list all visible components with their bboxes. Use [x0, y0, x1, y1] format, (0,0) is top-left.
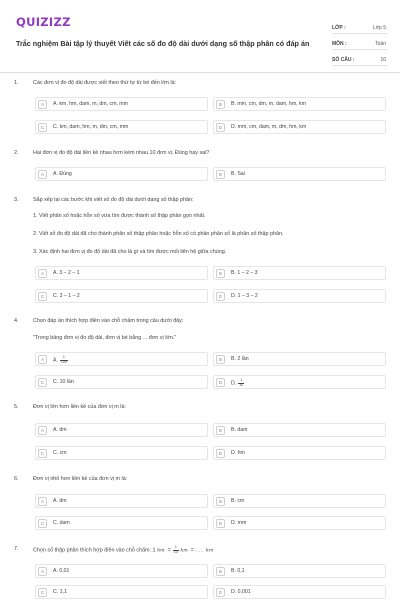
option-c[interactable]	[35, 446, 208, 460]
question-text: Đơn vị nhỏ hơn liền kề của đơn vị m là:	[33, 476, 128, 482]
option-c[interactable]	[35, 585, 208, 599]
option-text	[53, 356, 68, 365]
question-number: 3.	[14, 197, 19, 203]
math-dots: = . . .	[190, 547, 203, 554]
option-letter: A	[38, 269, 47, 278]
option-letter: C	[38, 123, 47, 132]
option-text: C. cm	[53, 450, 67, 456]
option-letter: B	[216, 170, 225, 179]
option-letter: D	[216, 519, 225, 528]
option-text: A. dm	[53, 427, 67, 433]
option-d[interactable]	[213, 289, 386, 303]
meta-label: SỐ CÂU :	[332, 57, 355, 63]
fraction	[173, 546, 179, 555]
option-letter: B	[216, 355, 225, 364]
option-text: C. dam	[53, 520, 70, 526]
option-letter: D	[216, 123, 225, 132]
option-label: D.	[231, 380, 237, 387]
quiz-header	[14, 10, 390, 68]
question-number: 6.	[14, 476, 19, 482]
header-divider	[0, 72, 400, 73]
math-equals: =	[167, 547, 171, 554]
meta-value: Toán	[375, 41, 386, 47]
option-b[interactable]	[213, 423, 386, 437]
meta-value: 10	[380, 57, 386, 63]
option-c[interactable]	[35, 289, 208, 303]
option-d[interactable]	[213, 585, 386, 599]
option-letter: B	[216, 426, 225, 435]
option-letter: D	[216, 449, 225, 458]
option-b[interactable]	[213, 352, 386, 366]
option-b[interactable]	[213, 97, 386, 111]
question-number: 1.	[14, 80, 19, 86]
meta-row-grade	[332, 22, 388, 34]
question-number: 7.	[14, 546, 19, 552]
option-text: C. 10 lần	[53, 379, 74, 385]
option-b[interactable]	[213, 167, 386, 181]
option-text: D. mm	[231, 520, 247, 526]
question-number: 4.	[14, 318, 19, 324]
question-line: 1. Viết phân số hoặc hỗn số vừa tìm được thành số thập phân gọn nhất.	[33, 213, 206, 219]
option-a[interactable]	[35, 266, 208, 280]
fraction	[60, 356, 68, 365]
meta-row-subject	[332, 38, 388, 50]
option-letter: A	[38, 170, 47, 179]
option-letter: A	[38, 355, 47, 364]
option-a[interactable]	[35, 352, 208, 366]
question-number: 2.	[14, 150, 19, 156]
fraction-denominator: 100	[60, 359, 67, 364]
option-text: A. km, hm, dam, m, dm, cm, mm	[53, 101, 128, 107]
option-letter: C	[38, 588, 47, 597]
option-letter: D	[216, 378, 225, 387]
option-text: D. hm	[231, 450, 245, 456]
question-text	[33, 546, 383, 555]
math-unit: km	[180, 548, 188, 554]
option-letter: B	[216, 100, 225, 109]
option-text: C. 3 – 1 – 2	[53, 293, 80, 299]
option-a[interactable]	[35, 167, 208, 181]
option-a[interactable]	[35, 423, 208, 437]
option-d[interactable]	[213, 446, 386, 460]
option-letter: A	[38, 100, 47, 109]
meta-value: Lớp 5	[372, 25, 386, 31]
option-letter: C	[38, 292, 47, 301]
fraction-numerator: 1	[60, 356, 68, 361]
page-title: Trắc nghiệm Bài tập lý thuyết Viết các số đo độ dài dưới dạng số thập phân có đáp án	[16, 39, 310, 48]
option-text: B. dam	[231, 427, 248, 433]
option-letter: A	[38, 497, 47, 506]
question-number: 5.	[14, 404, 19, 410]
option-text: C. 1,1	[53, 589, 67, 595]
question-text: Đơn vị lớn hơn liền kề của đơn vị m là:	[33, 404, 126, 410]
option-letter: A	[38, 426, 47, 435]
question-line: 2. Viết số đo độ dài đã cho thành phân số thập phân hoặc hỗn số có phần phân số là phân số thập phân.	[33, 231, 284, 237]
option-letter: C	[38, 449, 47, 458]
fraction-denominator: 10	[239, 382, 244, 387]
option-a[interactable]	[35, 564, 208, 578]
quizizz-logo: QUIZIZZ	[16, 15, 71, 29]
option-c[interactable]	[35, 375, 208, 389]
option-letter: A	[38, 567, 47, 576]
option-text: C. km, dam, hm, m, dm, cm, mm	[53, 124, 129, 130]
option-text: B. mm, cm, dm, m, dam, hm, km	[231, 101, 306, 107]
option-text: B. Sai	[231, 171, 245, 177]
option-b[interactable]	[213, 494, 386, 508]
option-text: D. 0,001	[231, 589, 251, 595]
option-letter: B	[216, 269, 225, 278]
option-letter: B	[216, 497, 225, 506]
question-line: "Trong bảng đơn vị đo độ dài, đơn vị bé bằng ... đơn vị lớn."	[33, 335, 177, 341]
question-text: Chọn đáp án thích hợp điền vào chỗ chấm trong câu dưới đây:	[33, 318, 184, 324]
math-unit: km	[205, 548, 214, 554]
option-letter: B	[216, 567, 225, 576]
option-text: B. 0,1	[231, 568, 245, 574]
option-letter: C	[38, 519, 47, 528]
question-text: Sắp xếp lại các bước khi viết số đo độ dài dưới dạng số thập phân:	[33, 197, 194, 203]
option-label: A.	[53, 357, 58, 364]
option-letter: D	[216, 588, 225, 597]
option-b[interactable]	[213, 266, 386, 280]
fraction-numerator: 1	[240, 378, 243, 382]
fraction-denominator: 10	[173, 549, 178, 554]
option-b[interactable]	[213, 564, 386, 578]
option-letter: D	[216, 292, 225, 301]
option-text: A. 3 – 2 – 1	[53, 270, 80, 276]
option-text: A. dm	[53, 498, 67, 504]
fraction	[238, 379, 244, 388]
option-c[interactable]	[35, 516, 208, 530]
option-text: B. 1 – 2 – 3	[231, 270, 258, 276]
fraction-numerator: 1	[174, 545, 177, 549]
meta-label: MÔN :	[332, 41, 347, 47]
option-d[interactable]	[213, 375, 386, 389]
question-text: Các đơn vị đo độ dài được viết theo thứ tự từ bé đến lớn là:	[33, 80, 177, 86]
question-text-label: Chọn số thập phân thích hợp điền vào chỗ chấm: 1	[33, 547, 156, 554]
math-unit: hm	[157, 548, 165, 554]
option-letter: C	[38, 378, 47, 387]
quiz-meta	[332, 22, 388, 70]
meta-label: LỚP :	[332, 25, 346, 31]
option-text	[231, 379, 244, 388]
question-text: Hai đơn vị đo độ dài liền kề nhau hơn kém nhau 10 đơn vị. Đúng hay sai?	[33, 150, 210, 156]
option-text: B. cm	[231, 498, 245, 504]
option-text: D. mm, cm, dam, m, dm, hm, km	[231, 124, 307, 130]
option-text: D. 1 – 3 – 2	[231, 293, 258, 299]
question-line: 3. Xác định hai đơn vị đo độ dài đã cho là gì và tìm được mối liên hệ giữa chúng.	[33, 249, 227, 255]
option-text: A. 0,01	[53, 568, 70, 574]
option-a[interactable]	[35, 494, 208, 508]
option-text: A. Đúng	[53, 171, 72, 177]
meta-row-count	[332, 54, 388, 66]
option-d[interactable]	[213, 120, 386, 134]
option-d[interactable]	[213, 516, 386, 530]
option-text: B. 2 lần	[231, 356, 249, 362]
option-c[interactable]	[35, 120, 208, 134]
option-a[interactable]	[35, 97, 208, 111]
